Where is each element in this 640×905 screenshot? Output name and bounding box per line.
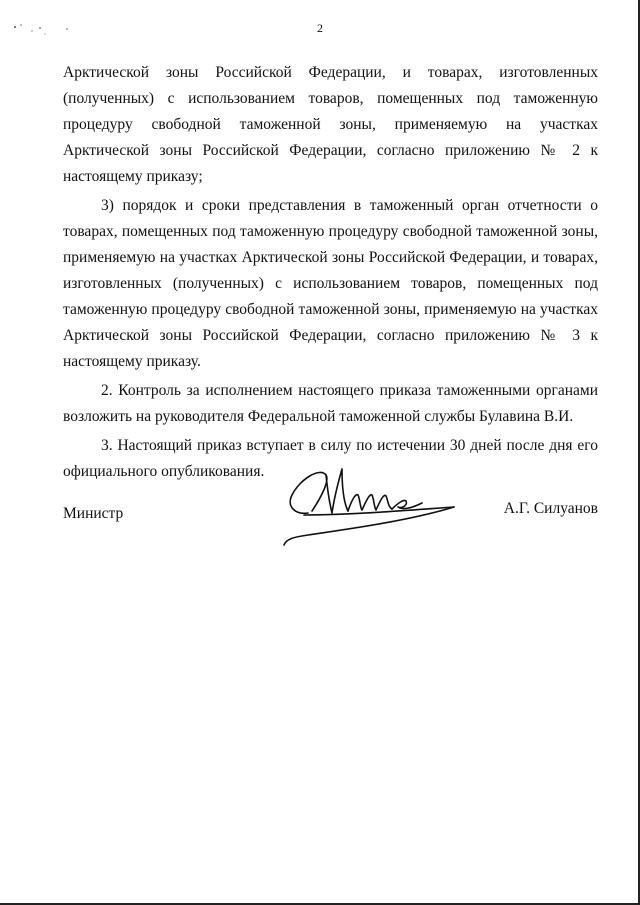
paragraph-continuation: Арктической зоны Российской Федерации, и товарах, изготовленных (полученных) с использованием товаров, помещенных под таможенную процедуру свободной таможенной зоны, применяемую на участках Арктической зоны Российской Федерации, согласно приложению № 2 к настоящему приказу;: [63, 64, 598, 185]
paragraph-item-3: 3) порядок и сроки представления в таможенный орган отчетности о товарах, помещенных под таможенную процедуру свободной таможенной зоны, применяемую на участках Арктической зоны Российской Федерации, и товарах, изготовленных (полученных) с использованием товаров, помещенных под таможенную процедуру свободной таможенной зоны, применяемую на участках Арктической зоны Российской Федерации, согласно приложению № 3 к настоящему приказу.: [63, 197, 598, 370]
signatory-title: Министр: [63, 505, 124, 522]
document-body: [63, 60, 598, 485]
signature-block: [63, 455, 598, 555]
signatory-name: А.Г. Силуанов: [503, 500, 598, 517]
paragraph-clause-2: 2. Контроль за исполнением настоящего приказа таможенными органами возложить на руководителя Федеральной таможенной службы Булавина В.И.: [63, 382, 598, 425]
handwritten-signature: [268, 455, 458, 547]
paragraph-clause-3: 3. Настоящий приказ вступает в силу по истечении 30 дней после дня его официального опубликования.: [63, 437, 598, 480]
page-number: 2: [317, 21, 323, 35]
